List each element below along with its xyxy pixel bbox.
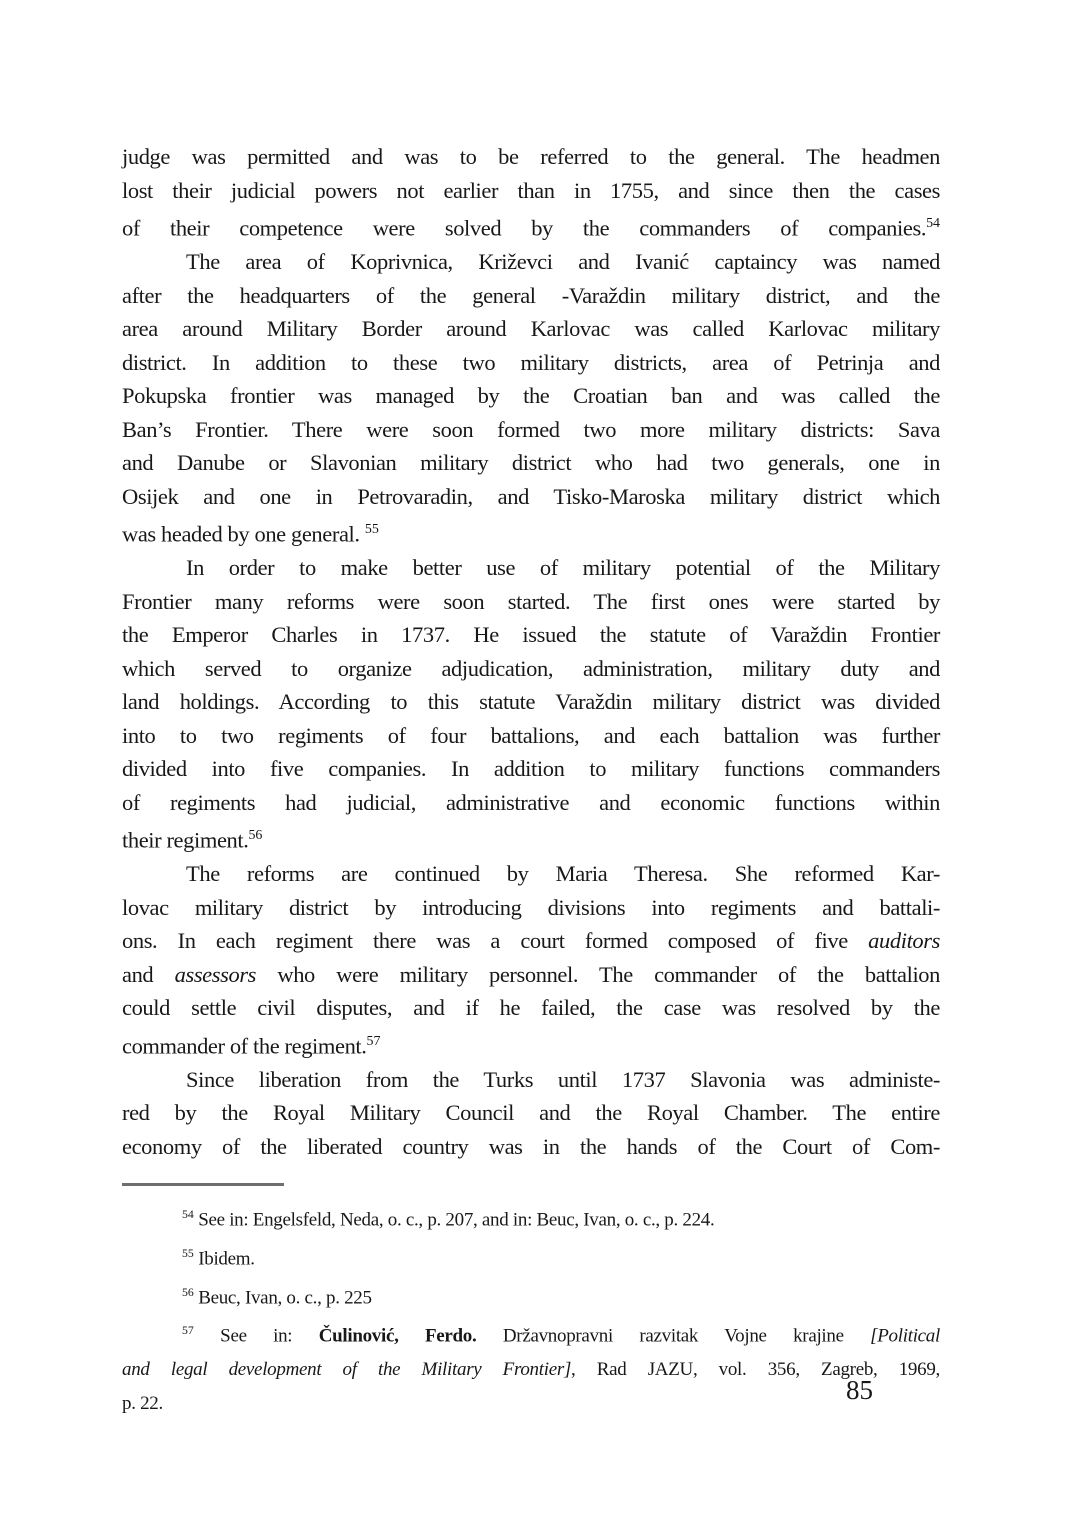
text-line bbox=[122, 379, 940, 413]
text-segment: , Rad JAZU, vol. 356, Zagreb, 1969, bbox=[571, 1359, 940, 1381]
text-line bbox=[122, 991, 940, 1025]
text-line bbox=[122, 786, 940, 820]
paragraph-reforms-charles bbox=[122, 551, 940, 857]
text-segment: the Emperor Charles in 1737. He issued the statute of Varaždin Frontier bbox=[122, 622, 940, 647]
text-line bbox=[122, 1130, 940, 1164]
text-line bbox=[122, 1314, 940, 1353]
text-line bbox=[122, 140, 940, 174]
text-line bbox=[122, 413, 940, 447]
text-segment: of regiments had judicial, administrative and economic functions within bbox=[122, 789, 940, 815]
text-segment: economy of the liberated country was in the hands of the Court of Com- bbox=[122, 1133, 940, 1159]
paragraph-military-districts bbox=[122, 245, 940, 551]
text-line bbox=[122, 279, 940, 313]
text-segment: assessors bbox=[174, 961, 257, 987]
footnote-separator-rule bbox=[122, 1183, 284, 1186]
text-segment: district. In addition to these two military districts, area of Petrinja and bbox=[122, 349, 940, 375]
text-segment: Ban’s Frontier. There were soon formed two more military districts: Sava bbox=[122, 416, 940, 442]
text-segment: Osijek and one in Petrovaradin, and Tisko-Maroska military district which bbox=[122, 483, 940, 509]
paragraph-slavonia-administration bbox=[122, 1063, 940, 1164]
footnote-reference: 55 bbox=[364, 522, 379, 537]
text-segment: and bbox=[122, 961, 175, 987]
footnote-reference: 54 bbox=[182, 1208, 194, 1221]
footnote-reference: 56 bbox=[248, 828, 263, 843]
text-segment: auditors bbox=[868, 928, 940, 953]
footnote-56 bbox=[122, 1276, 940, 1315]
text-line bbox=[122, 618, 940, 652]
text-line bbox=[122, 719, 940, 753]
text-line bbox=[122, 346, 940, 380]
text-line bbox=[122, 1237, 940, 1276]
text-segment: their regiment. bbox=[122, 827, 249, 853]
text-line bbox=[122, 891, 940, 925]
text-line bbox=[122, 1096, 940, 1130]
text-segment: land holdings. According to this statute Varaždin military district was divided bbox=[122, 689, 940, 714]
text-segment: The reforms are continued by Maria Theresa. She reformed Kar- bbox=[186, 861, 940, 886]
text-line bbox=[122, 652, 940, 686]
text-segment: divided into five companies. In addition to military functions commanders bbox=[122, 756, 940, 781]
paragraph-maria-theresa bbox=[122, 857, 940, 1063]
text-line bbox=[122, 1198, 940, 1237]
text-segment: Državnopravni razvitak Vojne krajine bbox=[476, 1325, 871, 1347]
text-segment: into to two regiments of four battalions, and each battalion was further bbox=[122, 722, 940, 748]
text-line bbox=[122, 513, 940, 551]
text-line bbox=[122, 958, 940, 992]
text-segment: p. 22. bbox=[122, 1392, 163, 1414]
page-number: 85 bbox=[846, 1375, 873, 1405]
text-segment: See in: Engelsfeld, Neda, o. c., p. 207, and in: Beuc, Ivan, o. c., p. 224. bbox=[193, 1209, 715, 1231]
text-segment: [Political bbox=[870, 1325, 940, 1347]
text-line bbox=[122, 480, 940, 514]
text-line bbox=[122, 752, 940, 786]
footnote-reference: 57 bbox=[366, 1033, 381, 1049]
text-line bbox=[122, 819, 940, 857]
footnote-reference: 55 bbox=[182, 1246, 194, 1260]
text-segment: Ibidem. bbox=[193, 1248, 255, 1270]
text-segment: who were military personnel. The commander of the battalion bbox=[256, 961, 940, 987]
text-line bbox=[122, 207, 940, 245]
text-segment: and Danube or Slavonian military district who had two generals, one in bbox=[122, 450, 940, 475]
footnote-reference: 54 bbox=[926, 216, 940, 231]
text-segment: was headed by one general. bbox=[122, 521, 365, 547]
text-segment: of their competence were solved by the commanders of companies. bbox=[122, 215, 927, 241]
text-segment: lost their judicial powers not earlier than in 1755, and since then the cases bbox=[122, 177, 940, 203]
footnote-55 bbox=[122, 1237, 940, 1276]
text-line bbox=[122, 312, 940, 346]
text-segment: In order to make better use of military potential of the Military bbox=[186, 555, 940, 580]
paragraph-judicial-powers bbox=[122, 140, 940, 245]
text-segment: See in: bbox=[193, 1325, 319, 1347]
text-segment: Čulinović, Ferdo. bbox=[318, 1325, 477, 1347]
text-segment: judge was permitted and was to be referred to the general. The headmen bbox=[122, 144, 940, 169]
text-segment: ons. In each regiment there was a court formed composed of five bbox=[122, 928, 869, 953]
text-segment: and legal development of the Military Frontier] bbox=[122, 1359, 572, 1381]
text-line bbox=[122, 1276, 940, 1315]
text-line bbox=[122, 857, 940, 891]
text-segment: lovac military district by introducing divisions into regiments and battali- bbox=[122, 894, 940, 920]
text-line bbox=[122, 585, 940, 619]
text-segment: could settle civil disputes, and if he failed, the case was resolved by the bbox=[122, 995, 940, 1020]
footnote-54 bbox=[122, 1198, 940, 1237]
text-line bbox=[122, 446, 940, 480]
text-block bbox=[122, 140, 940, 1420]
text-segment: red by the Royal Military Council and the Royal Chamber. The entire bbox=[122, 1100, 940, 1125]
text-segment: Beuc, Ivan, o. c., p. 225 bbox=[193, 1286, 372, 1308]
text-segment: Since liberation from the Turks until 1737 Slavonia was administe- bbox=[186, 1066, 940, 1092]
text-line bbox=[122, 551, 940, 585]
text-line bbox=[122, 924, 940, 958]
text-line bbox=[122, 1063, 940, 1097]
text-segment: after the headquarters of the general -Varaždin military district, and the bbox=[122, 282, 940, 308]
text-segment: area around Military Border around Karlovac was called Karlovac military bbox=[122, 316, 940, 341]
text-line bbox=[122, 685, 940, 719]
text-segment: The area of Koprivnica, Križevci and Ivanić captaincy was named bbox=[186, 249, 940, 274]
text-segment: Frontier many reforms were soon started. The first ones were started by bbox=[122, 588, 940, 614]
text-line bbox=[122, 245, 940, 279]
text-line bbox=[122, 174, 940, 208]
text-segment: commander of the regiment. bbox=[122, 1033, 367, 1058]
footnote-reference: 56 bbox=[182, 1285, 194, 1299]
footnote-reference: 57 bbox=[182, 1324, 194, 1338]
body-text bbox=[122, 140, 940, 1163]
text-segment: which served to organize adjudication, administration, military duty and bbox=[122, 655, 940, 681]
text-line bbox=[122, 1025, 940, 1063]
text-segment: Pokupska frontier was managed by the Croatian ban and was called the bbox=[122, 383, 940, 408]
